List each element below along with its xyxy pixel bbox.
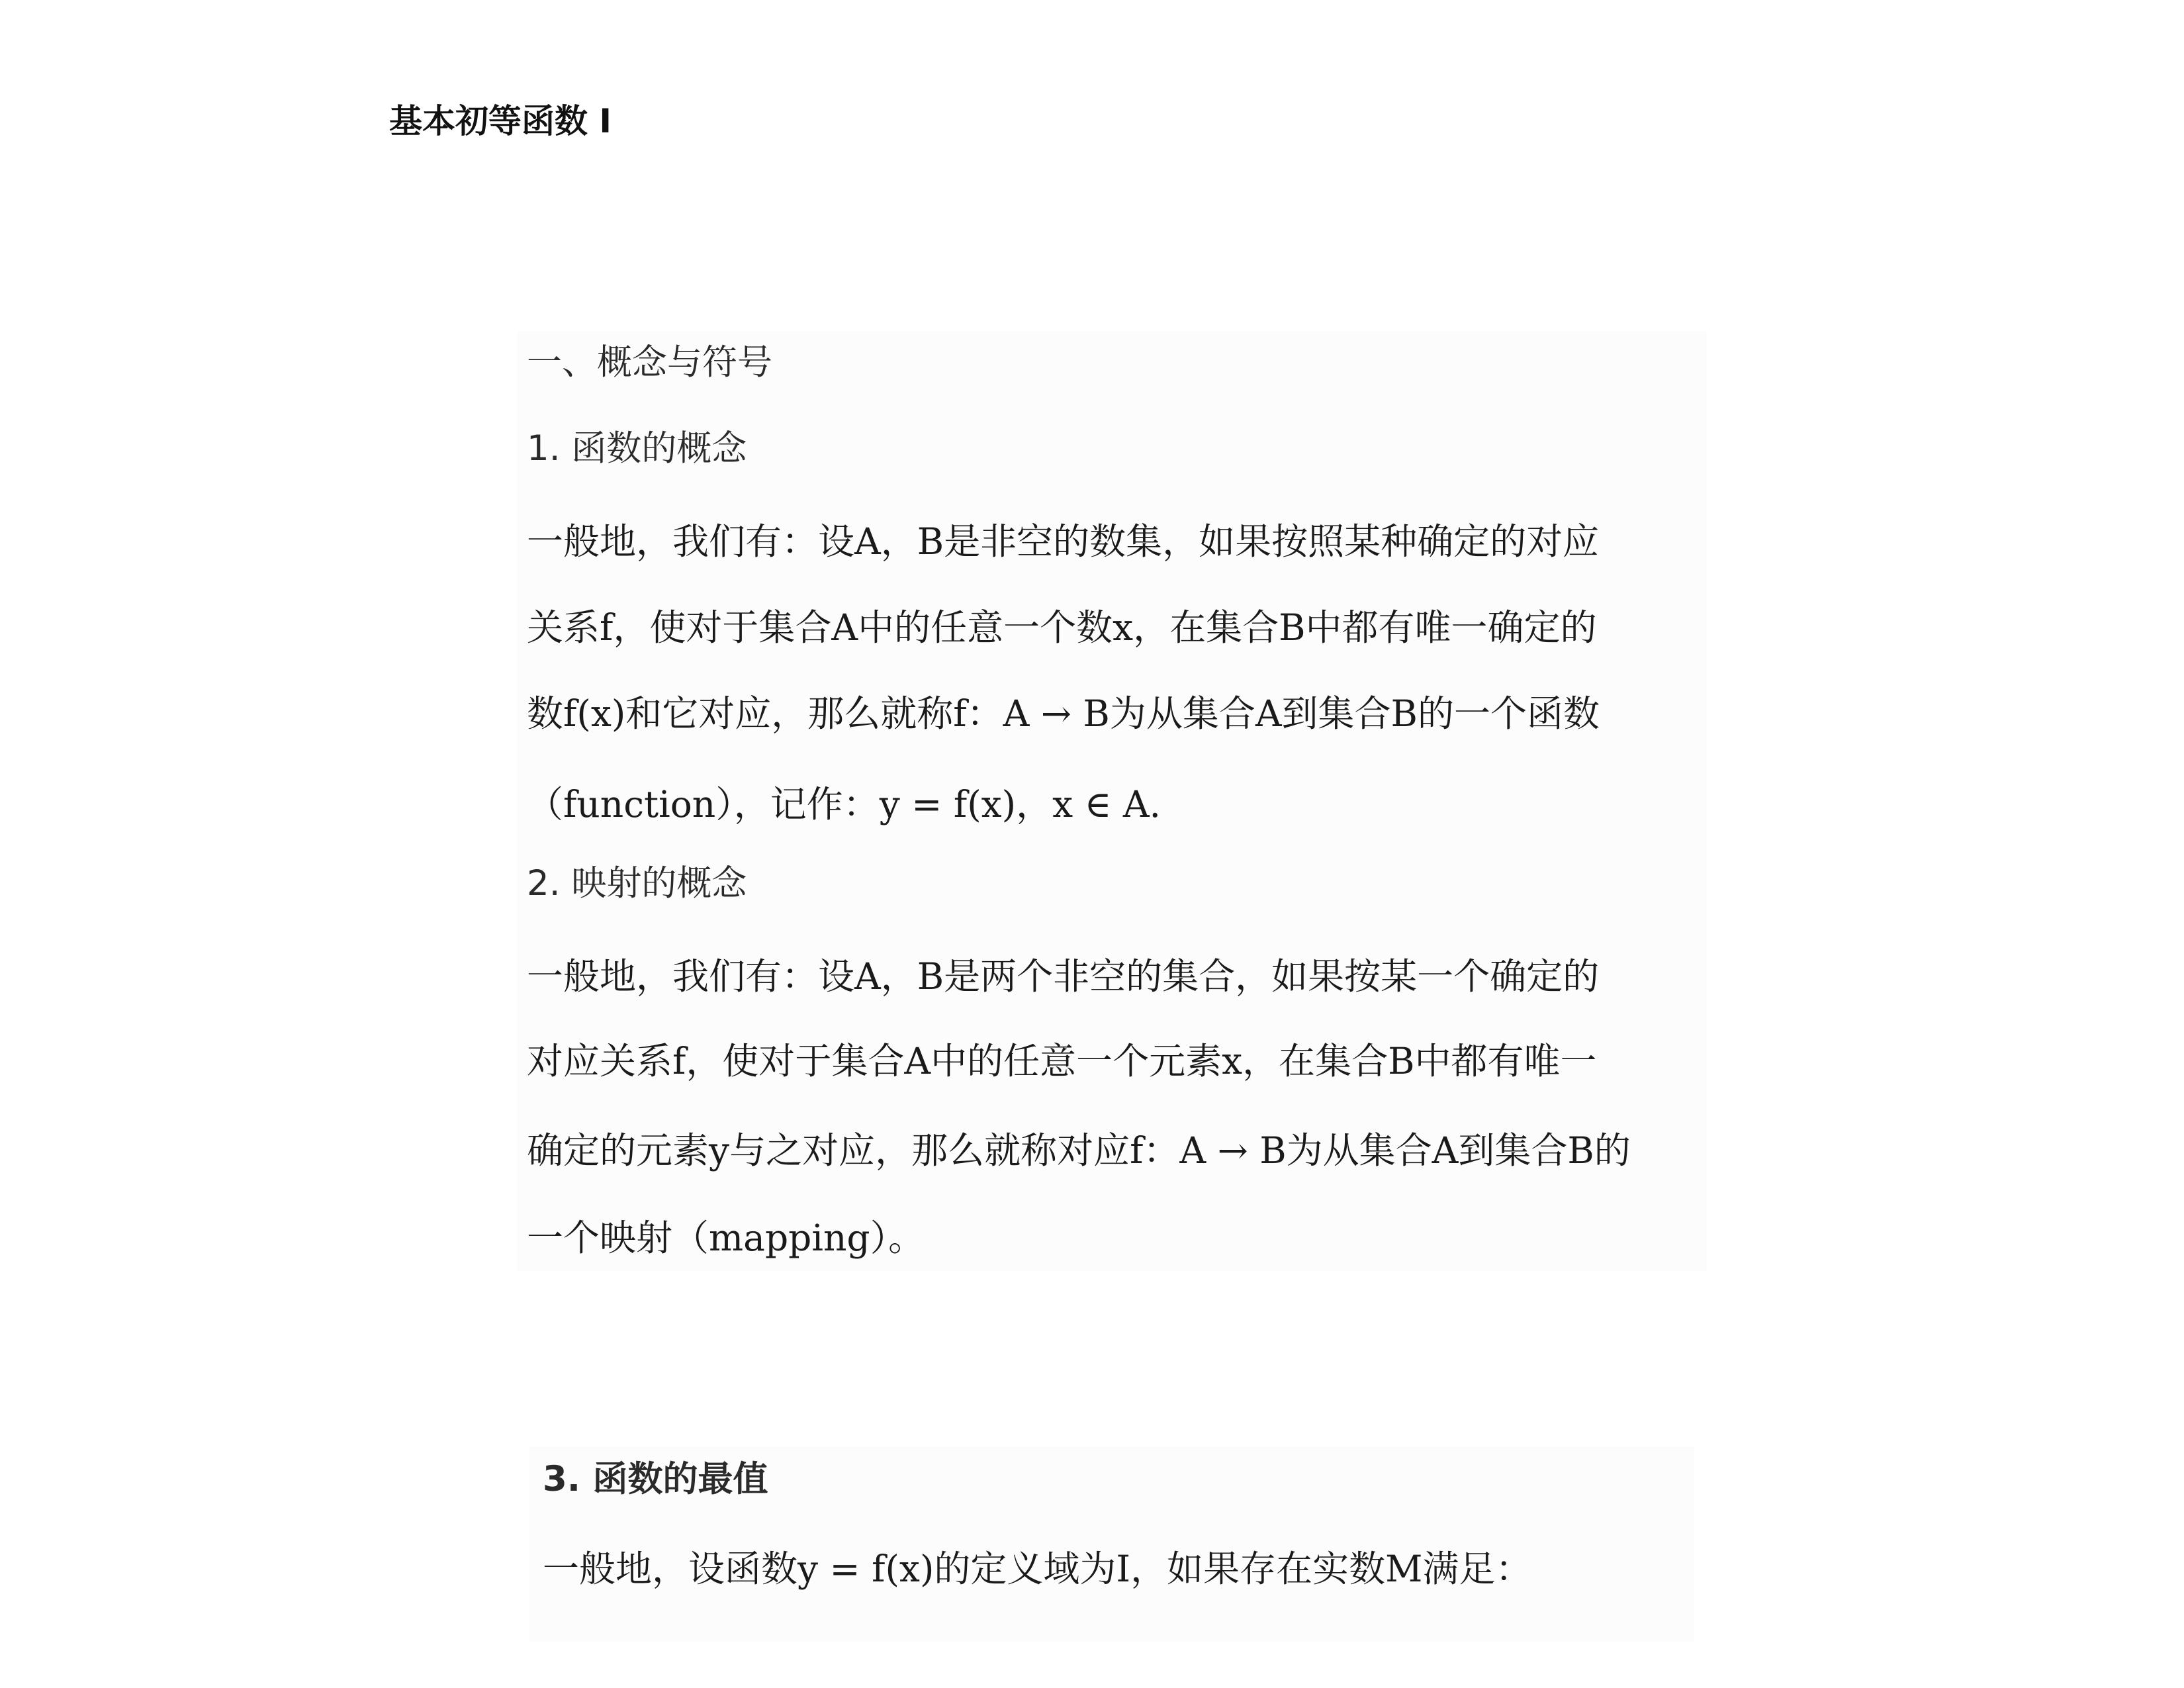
paragraph-line: 一般地，我们有：设A，B是两个非空的集合，如果按某一个确定的 xyxy=(527,955,1600,998)
paragraph-line: 一般地，设函数y = f(x)的定义域为I，如果存在实数M满足： xyxy=(543,1548,1532,1590)
extremum-block xyxy=(529,1446,1694,1642)
paragraph-line: 数f(x)和它对应，那么就称f：A → B为从集合A到集合B的一个函数 xyxy=(527,692,1600,735)
concept-notation-block xyxy=(518,331,1706,1271)
paragraph-line: 确定的元素y与之对应，那么就称对应f：A → B为从集合A到集合B的 xyxy=(527,1129,1631,1172)
paragraph-line: （function），记作：y = f(x)，x ∈ A. xyxy=(527,783,1161,825)
subsection-heading-function-concept: 1. 函数的概念 xyxy=(527,428,747,469)
document-title: 基本初等函数 I xyxy=(389,102,612,140)
subsection-heading-function-extremum: 3. 函数的最值 xyxy=(543,1459,768,1499)
paragraph-line: 关系f，使对于集合A中的任意一个数x，在集合B中都有唯一确定的 xyxy=(527,606,1597,649)
paragraph-line: 一个映射（mapping）。 xyxy=(527,1217,925,1259)
paragraph-line: 一般地，我们有：设A，B是非空的数集，如果按照某种确定的对应 xyxy=(527,520,1600,563)
paragraph-line: 对应关系f，使对于集合A中的任意一个元素x，在集合B中都有唯一 xyxy=(527,1040,1597,1082)
subsection-heading-mapping-concept: 2. 映射的概念 xyxy=(527,863,747,904)
section-heading: 一、概念与符号 xyxy=(527,342,772,383)
